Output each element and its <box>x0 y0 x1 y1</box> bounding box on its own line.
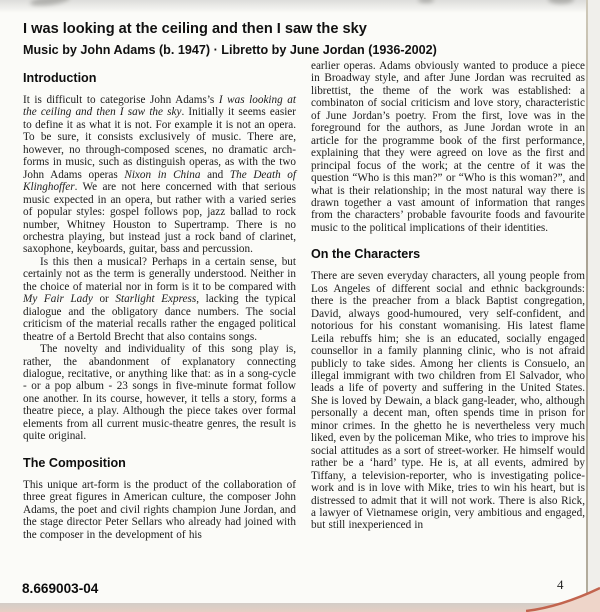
section-heading-introduction: Introduction <box>23 71 97 85</box>
scan-edge-bottom <box>0 603 600 612</box>
work-title: I was looking at the ceiling and then I saw the sky <box>23 21 367 37</box>
paragraph-intro-2: Is this then a musical? Perhaps in a certain sense, but certainly not as the term is generally understood. Neither in the choice of material nor in form is it to be compared with My Fair Lady or Starlight Express, lacking the typical dialogue and the obligatory dance numbers. The social criticism of the material recalls rather the engaged political theatre of a Bertold Brecht that also contains songs. <box>23 255 296 343</box>
section-heading-composition: The Composition <box>23 455 126 470</box>
paragraph-characters-1: There are seven everyday characters, all young people from Los Angeles of different social and ethnic backgrounds: there is the preacher from a black Baptist congregation, David, always good-humoured, very self-confident, and notorious for his constant womanising. His latest flame Leila rebuffs him; she is an educated, socially engaged counsellor in a family planning clinic, who is not afraid publicly to take sides. Among her clients is Consuelo, an illegal immigrant with two children from El Salvador, who leads a life of poverty and suffering in the United States. She is loved by Dewain, a black gang-leader, who, although personally a decent man, often spends time in prison for minor crimes. In the ghetto he is nevertheless very much liked, even by the policeman Mike, who tries to improve his social attitudes as a sort of street-worker. He himself would rather be a ‘hard’ type. He is, at all events, admired by Tiffany, a television-reporter, who is investigating police-work and is in love with Mike, tries to win his heart, but is distressed to admit that it will not work. There is also Rick, a lawyer of Vietnamese origin, very ambitious and engaged, but still inexperienced in <box>311 270 585 532</box>
paragraph-intro-1: It is difficult to categorise John Adams’s I was looking at the ceiling and then I saw the sky. Initially it seems easier to define it as what it is not. For example it is not an opera. To be sure, it consists exclusively of music. There are, however, no through-composed scenes, no dramatic arch-forms in music, such as distinguish operas, as with the two John Adams operas Nixon in China and The Death of Klinghoffer. We are not here concerned with that serious music expected in an opera, but rather with a varied series of popular styles: gospel follows pop, jazz ballad to rock number, Whitney Houston to Supertramp. There is no orchestra playing, but instead just a rock band of clarinet, saxophone, keyboards, guitar, bass and percussion. <box>23 94 297 256</box>
right-column <box>311 60 585 532</box>
catalog-number: 8.669003-04 <box>22 581 99 596</box>
paragraph-composition-1: This unique art-form is the product of the collaboration of three great figures in American culture, the composer John Adams, the poet and civil rights champion June Jordan, and the stage director Peter Sellars who already had joined with the composer in the development of his <box>23 478 296 541</box>
paragraph-composition-continued: earlier operas. Adams obviously wanted to produce a piece in Broadway style, and after June Jordan was recruited as librettist, the theme of the work was established: a combinaton of social criticism and love story, characteristic of June Jordan’s poetry. From the first, love was in the foreground for the authors, as June Jordan wrote in an article for the programme book of the first performance, explaining that they were agreed on love as the first and principal focus of the work; at the centre of it was the question “Who is this man?” or “Who is this woman?”, and what is their relationship; in the most natural way there is drawn together a vast amount of information that ranges from the characters’ probable favourite foods and favourite music to the political implications of their identities. <box>311 60 585 234</box>
scan-edge-top <box>0 0 600 13</box>
title-block <box>23 21 579 57</box>
page-edge-line <box>586 0 588 604</box>
section-heading-characters: On the Characters <box>311 247 421 262</box>
paragraph-intro-3: The novelty and individuality of this song play is, rather, the abandonment of explanatory connecting dialogue, recitative, or anything like that: as in a song-cycle - or a pop album - 23 songs in five-minute format follow one another. In its course, however, it tells a story, forms a theatre piece, a play. Although the piece takes over formal elements from all current music-theatre genres, the result is quite original. <box>23 343 296 443</box>
credits-line: Music by John Adams (b. 1947) · Libretto by June Jordan (1936-2002) <box>23 43 437 57</box>
scan-edge-right <box>588 0 600 612</box>
left-column <box>23 71 296 541</box>
page-number: 4 <box>557 577 564 592</box>
